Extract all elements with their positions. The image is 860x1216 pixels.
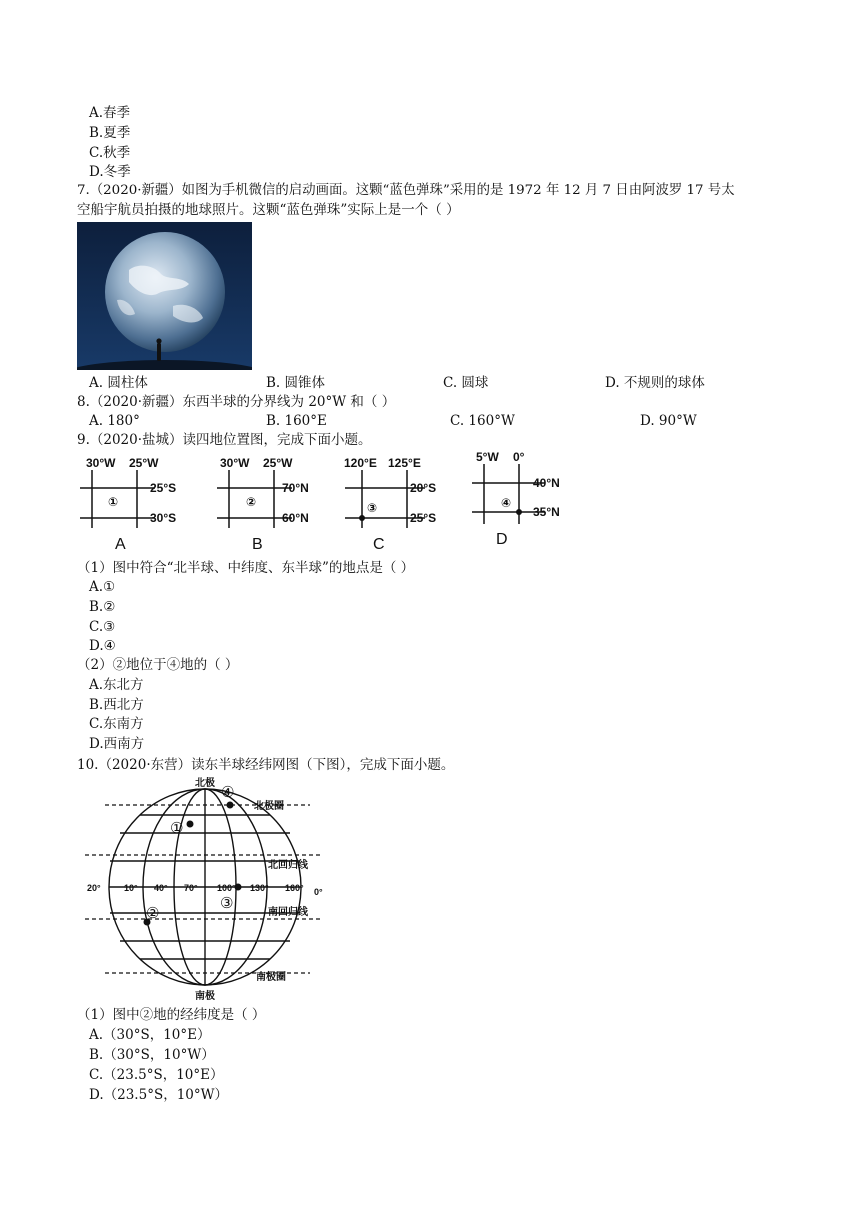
map-d-lat-top: 40°N <box>533 476 560 490</box>
q9-sub2-option-a: A.东北方 <box>89 677 144 693</box>
map-b-lon-right: 25°W <box>263 456 293 470</box>
q9-sub1-option-c: C.③ <box>89 619 116 635</box>
map-b-lon-left: 30°W <box>220 456 250 470</box>
map-d <box>472 450 560 548</box>
lon-label-10: 10° <box>124 883 138 893</box>
map-a-lon-left: 30°W <box>86 456 116 470</box>
south-pole-label: 南极 <box>195 991 215 1002</box>
q9-sub1-stem: （1）图中符合“北半球、中纬度、东半球”的地点是（ ） <box>77 560 415 576</box>
lon-label-40: 40° <box>154 883 168 893</box>
lon-label-100: 100° <box>217 883 236 893</box>
q7-option-b: B. 圆锥体 <box>266 375 326 391</box>
q8-stem: 8.（2020·新疆）东西半球的分界线为 20°W 和（ ） <box>77 394 396 410</box>
antarctic-circle-label: 南极圈 <box>256 972 286 983</box>
point-4: ④ <box>221 784 235 801</box>
map-c-label: C <box>373 536 385 553</box>
earth-photo <box>77 222 252 370</box>
map-d-lon-left: 5°W <box>476 450 499 464</box>
q10-sub1-stem: （1）图中②地的经纬度是（ ） <box>77 1007 266 1023</box>
q7-stem-line1: 7.（2020·新疆）如图为手机微信的启动画面。这颗“蓝色弹珠”采用的是 1972 年 12 月 7 日由阿波罗 17 号太 <box>77 183 735 198</box>
q6-option-b: B.夏季 <box>89 125 131 141</box>
q7-option-c: C. 圆球 <box>443 375 489 391</box>
q9-stem: 9.（2020·盐城）读四地位置图，完成下面小题。 <box>77 432 372 448</box>
map-c-point: ③ <box>367 501 378 515</box>
q7-option-d: D. 不规则的球体 <box>605 375 705 391</box>
map-a-label: A <box>115 536 126 553</box>
map-a <box>80 456 176 553</box>
point-1: ① <box>170 820 184 837</box>
map-d-lat-bottom: 35°N <box>533 505 560 519</box>
q9-sub2-option-b: B.西北方 <box>89 697 144 713</box>
arctic-circle-label: 北极圈 <box>254 801 284 812</box>
lon-label-130: 130° <box>250 883 269 893</box>
q9-sub1-option-b: B.② <box>89 599 116 615</box>
q9-sub2-option-c: C.东南方 <box>89 716 144 732</box>
map-d-label: D <box>496 531 508 548</box>
q10-eastern-hemisphere-graticule <box>80 777 340 1002</box>
map-a-lat-top: 25°S <box>150 481 177 495</box>
map-a-point: ① <box>108 495 119 509</box>
q7-stem-line2: 空船宇航员拍摄的地球照片。这颗“蓝色弹珠”实际上是一个（ ） <box>77 202 460 218</box>
map-c-lon-right: 125°E <box>388 456 421 470</box>
map-d-point: ④ <box>501 496 512 510</box>
point-3: ③ <box>220 895 234 912</box>
lon-label-0: 0° <box>314 887 323 897</box>
north-pole-label: 北极 <box>195 778 215 789</box>
lon-label-160: 160° <box>285 883 304 893</box>
map-c-lon-left: 120°E <box>344 456 377 470</box>
q9-sub2-option-d: D.西南方 <box>89 736 145 752</box>
map-b-lat-top: 70°N <box>282 481 309 495</box>
map-c-lat-top: 20°S <box>410 481 437 495</box>
q8-option-a: A. 180° <box>89 413 140 429</box>
map-b-label: B <box>252 536 263 553</box>
tropic-cancer-label: 北回归线 <box>268 860 308 871</box>
q8-option-d: D. 90°W <box>640 413 697 429</box>
map-d-lon-right: 0° <box>513 450 525 464</box>
map-a-lon-right: 25°W <box>129 456 159 470</box>
q6-option-c: C.秋季 <box>89 145 131 161</box>
q9-location-maps <box>80 450 580 555</box>
q6-option-a: A.春季 <box>89 105 131 121</box>
q10-sub1-option-b: B.（30°S，10°W） <box>89 1047 215 1063</box>
map-b-point: ② <box>246 495 257 509</box>
q8-option-c: C. 160°W <box>450 413 515 429</box>
q9-sub1-option-d: D.④ <box>89 638 116 654</box>
map-b-lat-bottom: 60°N <box>282 511 309 525</box>
tropic-capricorn-label: 南回归线 <box>268 907 308 918</box>
q6-option-d: D.冬季 <box>89 164 131 180</box>
q10-sub1-option-a: A.（30°S，10°E） <box>89 1027 211 1043</box>
q8-option-b: B. 160°E <box>266 413 327 429</box>
map-b <box>217 456 309 553</box>
lon-label-20: 20° <box>87 883 101 893</box>
q10-sub1-option-c: C.（23.5°S，10°E） <box>89 1067 224 1083</box>
map-c <box>344 456 436 553</box>
q9-sub2-stem: （2）②地位于④地的（ ） <box>77 657 239 673</box>
q9-sub1-option-a: A.① <box>89 579 116 595</box>
q7-option-a: A. 圆柱体 <box>89 375 148 391</box>
q10-stem: 10.（2020·东营）读东半球经纬网图（下图），完成下面小题。 <box>77 757 455 773</box>
map-c-lat-bottom: 25°S <box>410 511 437 525</box>
point-2: ② <box>146 905 160 922</box>
map-a-lat-bottom: 30°S <box>150 511 177 525</box>
q10-sub1-option-d: D.（23.5°S，10°W） <box>89 1087 228 1103</box>
lon-label-70: 70° <box>184 883 198 893</box>
